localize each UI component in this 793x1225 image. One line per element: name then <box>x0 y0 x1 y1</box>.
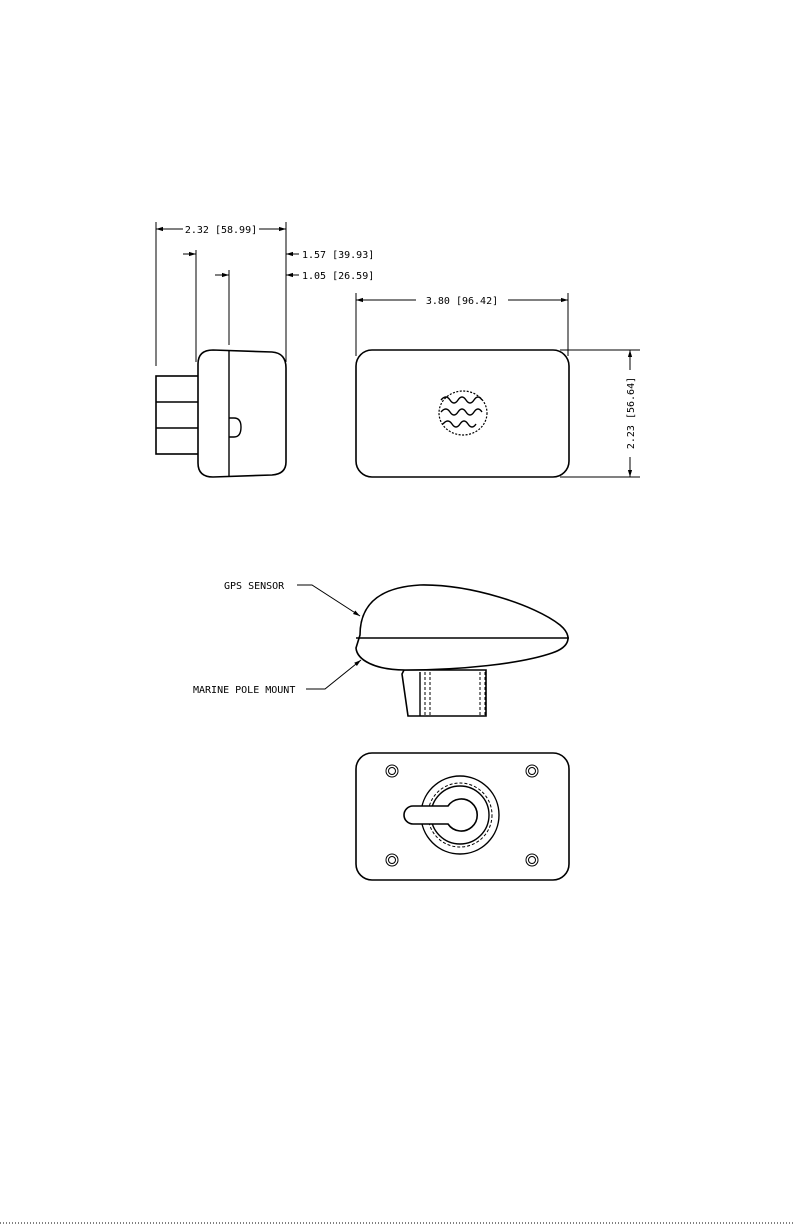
bottom-view <box>356 753 569 880</box>
gps-sensor-dome <box>356 585 568 670</box>
dimension-front-width: 3.80 [96.42] <box>425 296 499 307</box>
assembly-view <box>193 581 569 716</box>
side-view <box>156 222 374 477</box>
brand-logo <box>439 391 487 435</box>
dimension-front-height: 2.23 [56.64] <box>626 376 637 450</box>
callout-gps-sensor: GPS SENSOR <box>224 581 285 592</box>
mount-block <box>156 376 200 454</box>
dimension-side-overall: 2.32 [58.99] <box>184 225 258 236</box>
callout-marine-pole-mount: MARINE POLE MOUNT <box>193 685 296 696</box>
sensor-side-body <box>198 350 286 477</box>
callout-leader <box>297 585 360 616</box>
dimension-side-inner: 1.05 [26.59] <box>302 271 375 282</box>
pole-mount-body <box>402 670 486 716</box>
callout-leader <box>306 660 361 689</box>
dimension-side-mid: 1.57 [39.93] <box>302 250 375 261</box>
front-view <box>356 293 640 477</box>
